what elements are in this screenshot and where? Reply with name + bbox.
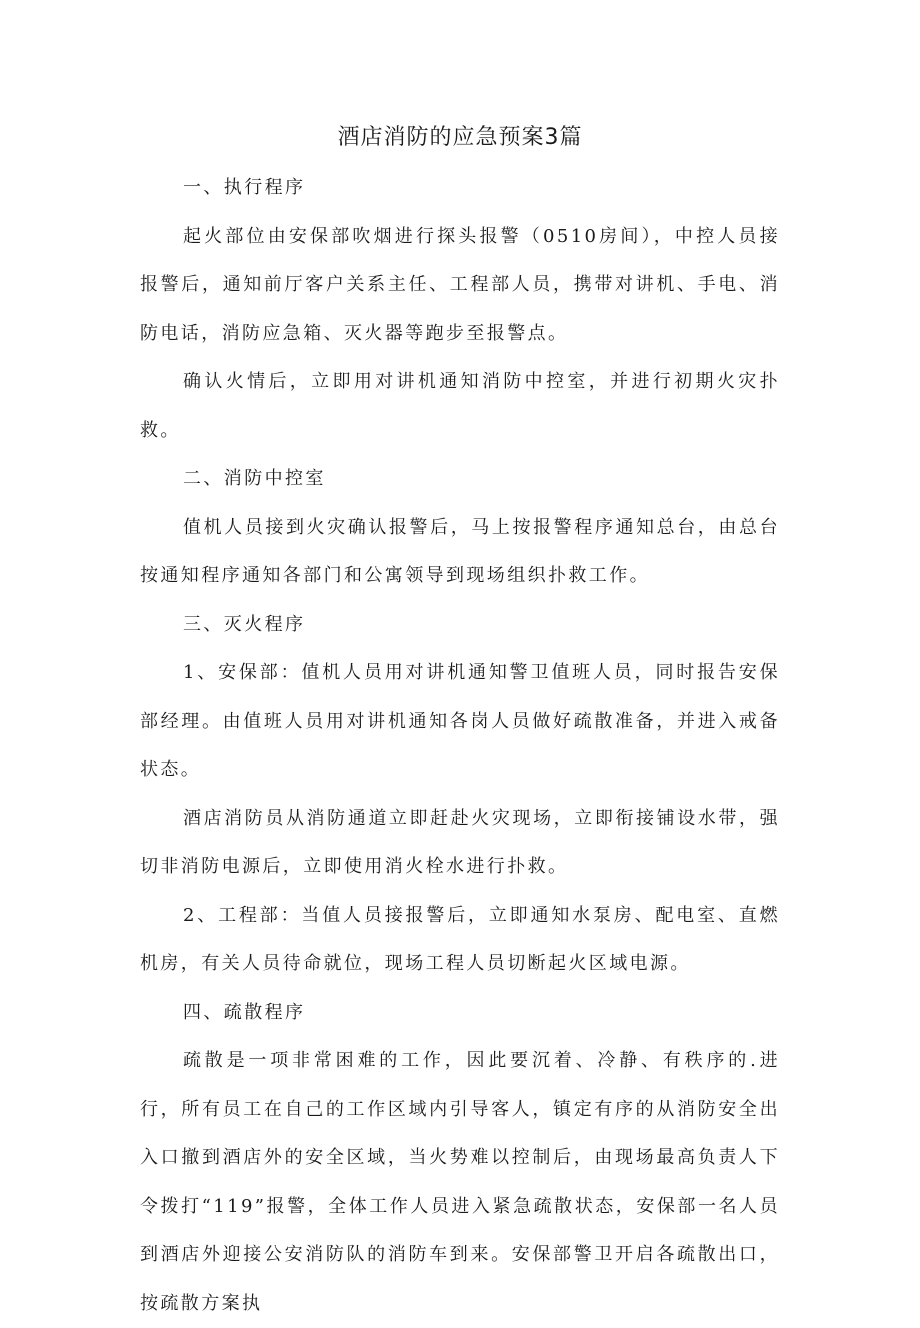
paragraph-security-dept: 1、安保部：值机人员用对讲机通知警卫值班人员，同时报告安保部经理。由值班人员用对讲机通知各岗人员做好疏散准备，并进入戒备状态。 [140,662,780,780]
paragraph-engineering-dept: 2、工程部：当值人员接报警后，立即通知水泵房、配电室、直燃机房，有关人员待命就位，现场工程人员切断起火区域电源。 [140,904,780,974]
paragraph-alarm-procedure: 起火部位由安保部吹烟进行探头报警（0510房间），中控人员接报警后，通知前厅客户关系主任、工程部人员，携带对讲机、手电、消防电话，消防应急箱、灭火器等跑步至报警点。 [140,225,780,344]
paragraph-control-room: 值机人员接到火灾确认报警后，马上按报警程序通知总台，由总台按通知程序通知各部门和公寓领导到现场组织扑救工作。 [140,516,780,586]
paragraph-evacuation: 疏散是一项非常困难的工作，因此要沉着、冷静、有秩序的.进行，所有员工在自己的工作区域内引导客人，镇定有序的从消防安全出入口撤到酒店外的安全区域，当火势难以控制后，由现场最高负责人下令拨打“119”报警，全体工作人员进入紧急疏散状态，安保部一名人员到酒店外迎接公安消防队的消防车到来。安保部警卫开启各疏散出口，按疏散方案执 [140,1050,780,1314]
document-body [140,164,780,1328]
paragraph-firefighter: 酒店消防员从消防通道立即赶赴火灾现场，立即衔接铺设水带，强切非消防电源后，立即使用消火栓水进行扑救。 [140,807,780,877]
section-heading-firefighting: 三、灭火程序 [183,613,306,635]
document-title: 酒店消防的应急预案3篇 [337,125,583,150]
section-heading-evacuation: 四、疏散程序 [183,1001,306,1023]
section-heading-control-room: 二、消防中控室 [183,468,326,489]
section-heading-execution: 一、执行程序 [183,177,306,198]
paragraph-confirm-fire: 确认火情后，立即用对讲机通知消防中控室，并进行初期火灾扑救。 [140,371,780,441]
